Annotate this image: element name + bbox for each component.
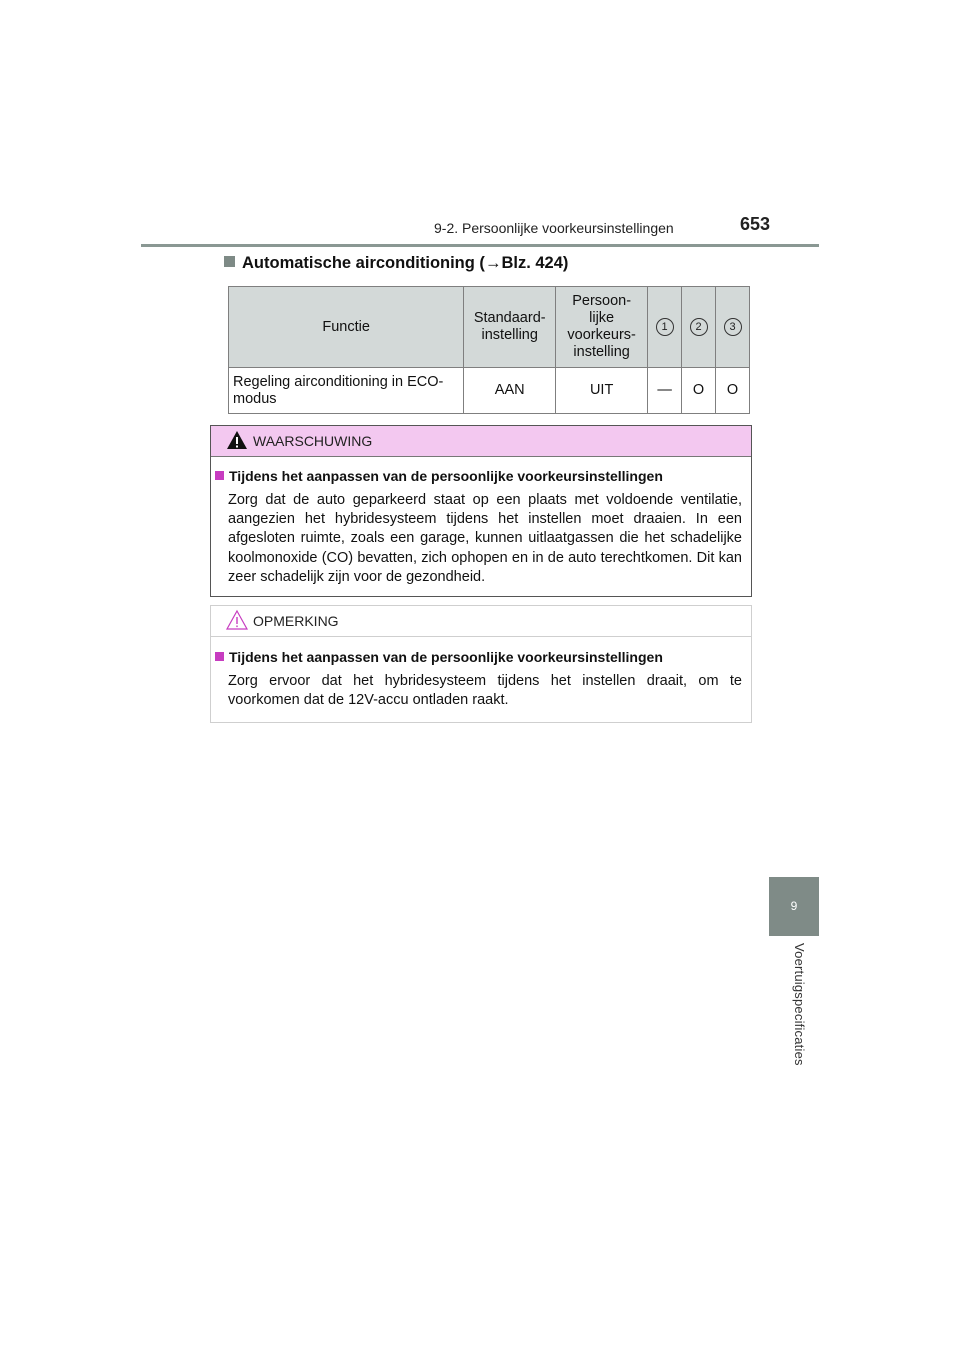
section-heading: [224, 254, 568, 273]
warning-triangle-icon: [225, 428, 249, 452]
cell-default: AAN: [464, 368, 556, 414]
heading-text: Automatische airconditioning (: [242, 254, 485, 272]
cell-col-3: O: [716, 368, 750, 414]
warning-title: WAARSCHUWING: [253, 433, 373, 449]
subheading-square-icon: [215, 652, 224, 661]
subheading-square-icon: [215, 471, 224, 480]
cell-function: Regeling airconditioning in ECO- modus: [229, 368, 464, 414]
header-function: Functie: [229, 287, 464, 368]
page-number: 653: [740, 214, 771, 234]
note-header: [211, 606, 751, 637]
caution-triangle-icon: [225, 608, 249, 632]
header-col-2: 2: [682, 287, 716, 368]
heading-page-ref: Blz. 424): [501, 254, 569, 272]
cell-col-2: O: [682, 368, 716, 414]
cell-col-1: —: [648, 368, 682, 414]
table-header-row: [229, 287, 750, 368]
header-col-1: 1: [648, 287, 682, 368]
heading-square-icon: [224, 256, 235, 267]
table-row: [229, 368, 750, 414]
chapter-tab: 9: [769, 877, 819, 936]
note-box: [210, 605, 752, 723]
header-personal: Persoon- lijke voorkeurs- instelling: [556, 287, 648, 368]
heading-arrow: →: [484, 254, 502, 272]
note-subheading: Tijdens het aanpassen van de persoonlijke voorkeursinstellingen: [215, 649, 663, 665]
cell-personal: UIT: [556, 368, 648, 414]
warning-subheading: Tijdens het aanpassen van de persoonlijke voorkeursinstellingen: [215, 468, 663, 484]
warning-body: Zorg dat de auto geparkeerd staat op een plaats met voldoende ventilatie, aangezien het hybridesysteem tijdens het instellen moet draaien. In een afgesloten ruimte, zoals een garage, kunnen uitlaatgassen die het schadelijke koolmonoxide (CO) bevatten, zich ophopen en in de auto terechtkomen. Dit kan zeer schadelijk zijn voor de gezondheid.: [228, 492, 742, 585]
header-divider: [141, 244, 819, 247]
note-title: OPMERKING: [253, 613, 339, 629]
settings-table: [228, 286, 750, 414]
section-title: 9-2. Persoonlijke voorkeursinstellingen: [434, 220, 674, 236]
header-col-3: 3: [716, 287, 750, 368]
header-default: Standaard- instelling: [464, 287, 556, 368]
note-body: Zorg ervoor dat het hybridesysteem tijdens het instellen draait, om te voorkomen dat de 12V-accu ontladen raakt.: [228, 673, 742, 709]
warning-box: [210, 425, 752, 597]
chapter-label: Voertuigspecificaties: [792, 943, 807, 1066]
warning-header: [211, 426, 751, 457]
